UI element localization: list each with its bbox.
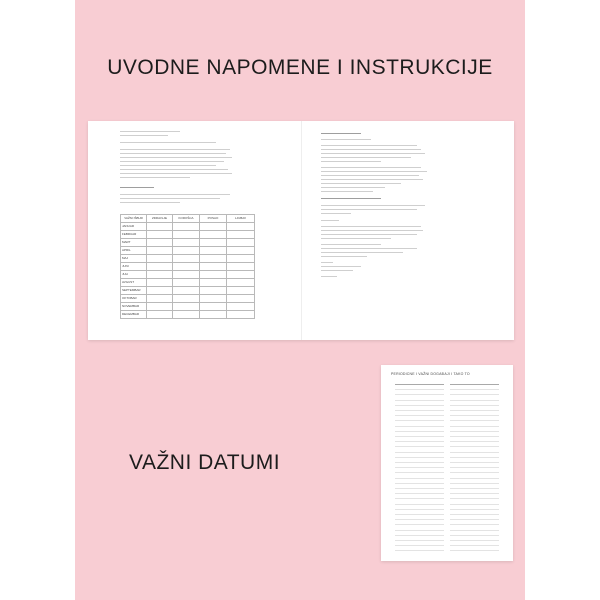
notes-ruled-line [395,405,444,406]
text-line [120,157,232,158]
planner-empty-cell [227,263,255,271]
planner-empty-cell [147,295,173,303]
notes-ruled-line [395,483,444,484]
planner-row [121,279,255,287]
text-line [321,270,353,271]
important-dates-heading: VAŽNI DATUMI [129,451,281,474]
planner-empty-cell [147,303,173,311]
notes-ruled-line [450,457,499,458]
planner-row [121,223,255,231]
text-line [321,226,421,227]
planner-empty-cell [173,271,200,279]
text-line [321,234,417,235]
planner-header-row [121,215,255,223]
notes-ruled-line [450,545,499,546]
instructions-spread [88,121,514,340]
planner-empty-cell [200,311,227,319]
text-line [120,161,224,162]
notes-ruled-line [395,452,444,453]
text-line [120,173,232,174]
planner-table [120,214,255,319]
text-line [120,177,190,178]
planner-header-cell: LJUBAV [227,215,255,223]
text-line [321,175,419,176]
notes-column-left [395,384,444,552]
planner-row [121,303,255,311]
text-line [321,171,427,172]
planner-empty-cell [147,287,173,295]
planner-month-cell: JUNI [121,263,147,271]
notes-ruled-line [450,530,499,531]
text-line [321,252,403,253]
planner-empty-cell [227,271,255,279]
notes-ruled-line [450,436,499,437]
planner-empty-cell [173,303,200,311]
notes-ruled-line [395,472,444,473]
instructions-heading: UVODNE NAPOMENE I INSTRUKCIJE [107,56,493,79]
text-line [321,220,339,221]
notes-ruled-line [450,535,499,536]
planner-header-cell: POSAO [200,215,227,223]
planner-row [121,311,255,319]
text-line [120,169,228,170]
notes-ruled-line [395,457,444,458]
text-line [321,161,381,162]
text-line [321,209,417,210]
notes-ruled-line [395,400,444,401]
text-line [120,187,154,188]
planner-empty-cell [227,287,255,295]
notes-ruled-line [395,493,444,494]
notes-ruled-line [450,478,499,479]
notes-ruled-line [450,420,499,421]
planner-empty-cell [147,231,173,239]
planner-row [121,231,255,239]
text-line [321,266,361,267]
notes-ruled-line [395,431,444,432]
notes-page [381,365,513,561]
text-line [321,145,417,146]
planner-empty-cell [173,255,200,263]
notes-ruled-line [395,488,444,489]
text-line [321,256,367,257]
notes-column-right [450,384,499,552]
notes-ruled-line [395,514,444,515]
planner-empty-cell [227,247,255,255]
notes-ruled-line [395,426,444,427]
notes-ruled-line [395,410,444,411]
planner-month-cell: JULI [121,271,147,279]
notes-ruled-line [450,524,499,525]
planner-row [121,295,255,303]
planner-empty-cell [200,295,227,303]
planner-empty-cell [227,303,255,311]
planner-empty-cell [200,231,227,239]
planner-empty-cell [147,271,173,279]
notes-ruled-line [450,509,499,510]
text-line [120,198,220,199]
text-line [321,183,401,184]
planner-empty-cell [200,303,227,311]
planner-empty-cell [173,311,200,319]
planner-empty-cell [173,295,200,303]
planner-empty-cell [173,279,200,287]
planner-row [121,247,255,255]
notes-ruled-line [450,488,499,489]
planner-empty-cell [173,247,200,255]
notes-column-rule [450,384,499,385]
planner-empty-cell [147,255,173,263]
notes-ruled-line [395,441,444,442]
planner-empty-cell [227,279,255,287]
planner-empty-cell [200,255,227,263]
notes-ruled-line [395,394,444,395]
text-line [321,276,337,277]
planner-empty-cell [173,223,200,231]
notes-ruled-line [450,431,499,432]
notes-ruled-line [395,535,444,536]
planner-empty-cell [147,223,173,231]
notes-page-title: PERIODICNE I VAŽNI DOGAĐAJI I TAKO TO [391,372,470,376]
notes-ruled-line [450,410,499,411]
text-line [321,198,381,199]
notes-ruled-line [395,498,444,499]
notes-ruled-line [450,550,499,551]
text-line [120,131,180,132]
planner-month-cell: SEPTEMBAR [121,287,147,295]
notes-column-rule [395,384,444,385]
text-line [321,187,385,188]
notes-ruled-line [395,545,444,546]
notes-ruled-line [395,436,444,437]
planner-empty-cell [147,239,173,247]
planner-empty-cell [200,271,227,279]
planner-empty-cell [200,223,227,231]
planner-header-cell: KOROŠCA [173,215,200,223]
planner-row [121,271,255,279]
text-line [120,153,226,154]
text-line [120,142,216,143]
text-line [120,165,216,166]
planner-month-cell: DECEMBAR [121,311,147,319]
notes-ruled-line [395,509,444,510]
planner-empty-cell [147,311,173,319]
notes-ruled-line [450,514,499,515]
notes-ruled-line [450,472,499,473]
text-line [321,244,381,245]
planner-empty-cell [227,223,255,231]
notes-ruled-line [450,540,499,541]
notes-ruled-line [395,550,444,551]
notes-ruled-line [450,415,499,416]
notes-ruled-line [395,467,444,468]
text-line [321,248,417,249]
planner-row [121,287,255,295]
left-page [88,121,301,340]
notes-ruled-line [450,483,499,484]
text-line [321,191,373,192]
text-line [321,139,371,140]
text-line [120,149,230,150]
planner-month-cell: MAJ [121,255,147,263]
planner-row [121,263,255,271]
notes-ruled-line [395,462,444,463]
planner-empty-cell [227,295,255,303]
planner-empty-cell [147,279,173,287]
text-line [321,179,423,180]
planner-empty-cell [200,279,227,287]
planner-month-cell: AVGUST [121,279,147,287]
right-page [301,121,514,340]
planner-month-cell: FEBRUAR [121,231,147,239]
planner-row [121,255,255,263]
notes-ruled-line [395,389,444,390]
planner-empty-cell [200,263,227,271]
planner-header-cell: VAŽNI IŠBUR [121,215,147,223]
planner-empty-cell [147,263,173,271]
planner-row [121,239,255,247]
planner-month-cell: MART [121,239,147,247]
notes-ruled-line [395,540,444,541]
notes-ruled-line [395,415,444,416]
planner-empty-cell [200,287,227,295]
notes-ruled-line [450,452,499,453]
planner-month-cell: NOVEMBAR [121,303,147,311]
notes-ruled-line [450,504,499,505]
notes-ruled-line [450,400,499,401]
text-line [120,194,230,195]
notes-ruled-line [395,420,444,421]
planner-month-cell: OKTOBAR [121,295,147,303]
notes-ruled-line [450,519,499,520]
planner-empty-cell [227,255,255,263]
notes-ruled-line [450,441,499,442]
notes-ruled-line [395,524,444,525]
pink-canvas [75,0,525,600]
planner-empty-cell [173,231,200,239]
text-line [321,157,411,158]
notes-ruled-line [395,478,444,479]
planner-empty-cell [227,231,255,239]
planner-empty-cell [200,239,227,247]
text-line [321,238,391,239]
text-line [321,133,361,134]
text-line [321,167,421,168]
text-line [120,202,180,203]
notes-ruled-line [450,467,499,468]
notes-ruled-line [450,498,499,499]
text-line [321,205,425,206]
planner-empty-cell [147,247,173,255]
text-line [321,262,333,263]
text-line [321,213,351,214]
notes-ruled-line [395,504,444,505]
notes-ruled-line [395,519,444,520]
notes-ruled-line [450,426,499,427]
notes-ruled-line [450,405,499,406]
planner-empty-cell [200,247,227,255]
planner-empty-cell [227,239,255,247]
notes-ruled-line [395,446,444,447]
planner-empty-cell [227,311,255,319]
text-line [120,135,168,136]
notes-ruled-line [450,493,499,494]
planner-empty-cell [173,287,200,295]
text-line [321,149,421,150]
planner-empty-cell [173,263,200,271]
planner-header-cell: ZDRAVLJE [147,215,173,223]
planner-empty-cell [173,239,200,247]
notes-ruled-line [395,530,444,531]
planner-month-cell: APRIL [121,247,147,255]
notes-ruled-line [450,389,499,390]
notes-ruled-line [450,462,499,463]
text-line [321,230,423,231]
text-line [321,153,425,154]
notes-ruled-line [450,394,499,395]
notes-ruled-line [450,446,499,447]
planner-month-cell: JANUAR [121,223,147,231]
